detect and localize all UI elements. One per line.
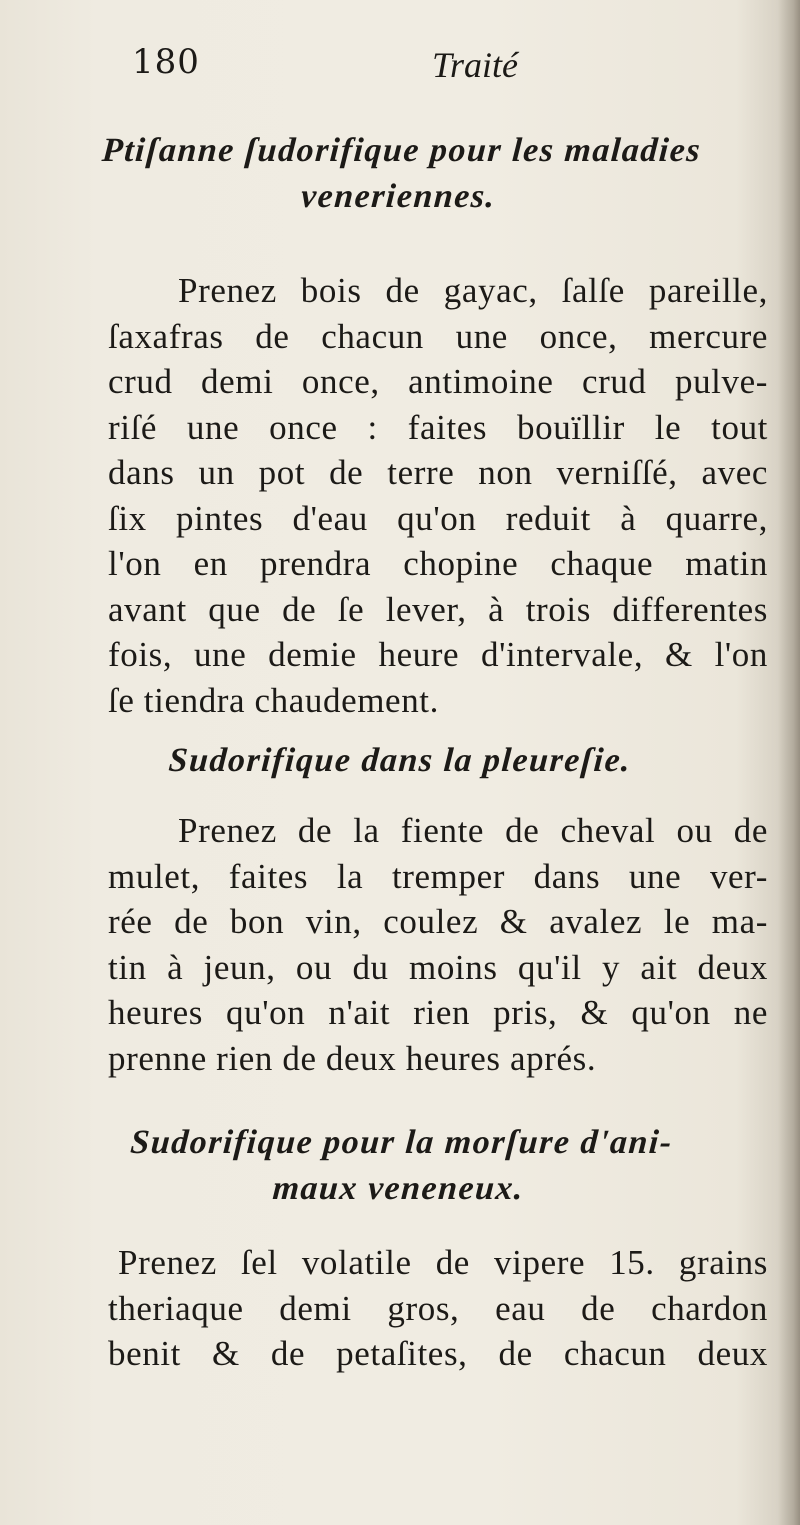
paragraph-pleuresie — [108, 808, 768, 1081]
text-line: heures qu'on n'ait rien pris, & qu'on ne — [108, 993, 768, 1032]
text-line: ſe tiendra chaudement. — [108, 680, 439, 720]
text-line: dans un pot de terre non verniſſé, avec — [108, 453, 768, 492]
page-number: 180 — [132, 42, 200, 82]
running-title: Traité — [432, 45, 519, 85]
text-line: ſix pintes d'eau qu'on reduit à quarre, — [108, 498, 768, 538]
text-line: riſé une once : faites bouïllir le tout — [108, 407, 768, 447]
text-line: l'on en prendra chopine chaque matin — [108, 544, 768, 583]
text-line: fois, une demie heure d'intervale, & l'on — [108, 635, 768, 674]
paragraph-morsure — [108, 1240, 768, 1377]
text-line: prenne rien de deux heures aprés. — [108, 1038, 597, 1078]
text-line: Prenez bois de gayac, ſalſe pareille, — [178, 271, 768, 310]
paragraph-ptisanne — [108, 268, 768, 723]
text-line: Prenez de la fiente de cheval ou de — [178, 811, 768, 850]
section-heading-ptisanne — [0, 128, 800, 220]
text-line: rée de bon vin, coulez & avalez le ma- — [108, 902, 768, 941]
text-line: mulet, faites la tremper dans une ver- — [108, 856, 768, 896]
heading-line: maux veneneux. — [271, 1170, 526, 1207]
text-line: tin à jeun, ou du moins qu'il y ait deux — [108, 947, 768, 987]
text-line: avant que de ſe lever, à trois differentes — [108, 589, 768, 629]
text-line: crud demi once, antimoine crud pulve- — [108, 362, 768, 401]
text-line: Prenez ſel volatile de vipere 15. grains — [118, 1243, 768, 1282]
text-line: benit & de petaſites, de chacun deux — [108, 1334, 768, 1373]
heading-line: veneriennes. — [299, 178, 498, 215]
section-heading-morsure — [0, 1120, 800, 1212]
text-line: theriaque demi gros, eau de chardon — [108, 1288, 768, 1328]
heading-line: Sudorifique dans la pleureſie. — [167, 742, 633, 779]
heading-line: Ptiſanne ſudorifique pour les maladies — [100, 132, 703, 169]
section-heading-pleuresie — [0, 738, 800, 784]
heading-line: Sudorifique pour la morſure d'ani- — [129, 1124, 675, 1161]
text-line: ſaxafras de chacun une once, mercure — [108, 316, 768, 356]
running-head — [132, 42, 692, 102]
